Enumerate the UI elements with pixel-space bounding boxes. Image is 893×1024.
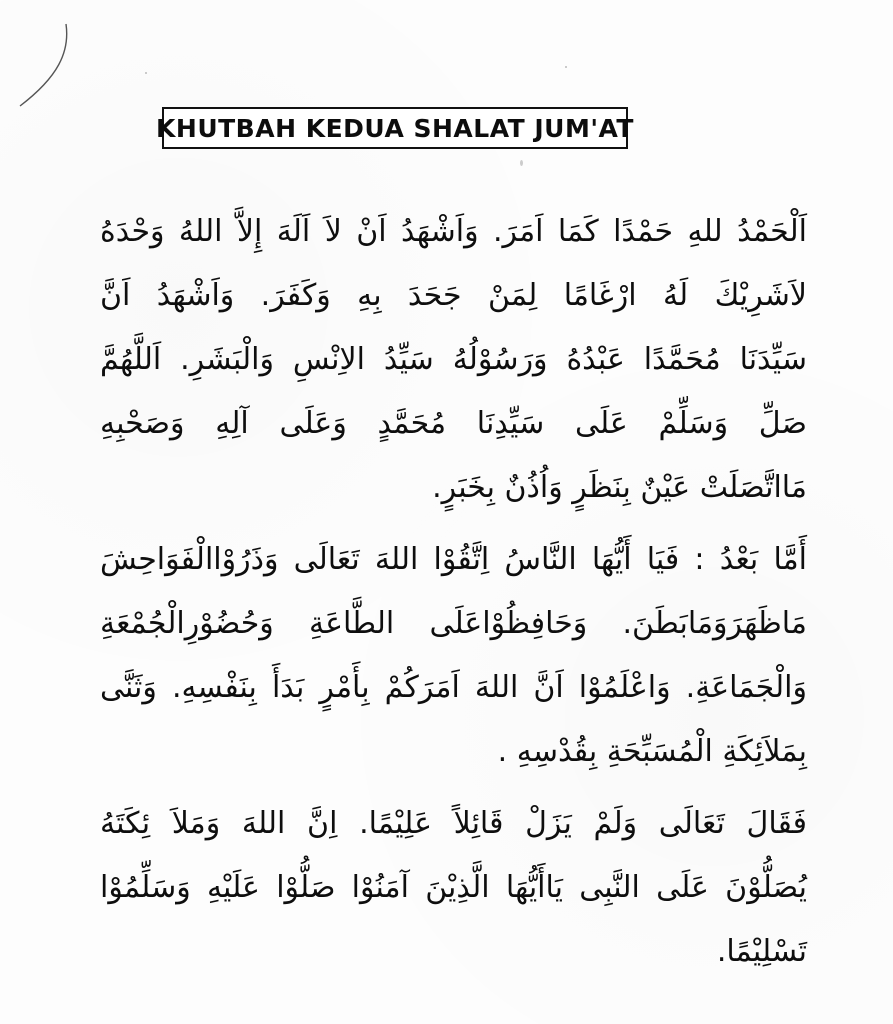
khutbah-body [100, 200, 807, 984]
text-line: اَلْحَمْدُ للهِ حَمْدًا كَمَا اَمَرَ. وَاَشْهَدُ اَنْ لاَ اَلَهَ إِلاَّ اللهُ وَحْدَهُ [100, 214, 807, 249]
text-line: أَمَّا بَعْدُ : فَيَا أَيُّهَا النَّاسُ اِتَّقُوْا اللهَ تَعَالَى وَذَرُوْاالْفَوَاحِشَ [100, 542, 807, 577]
document-title: KHUTBAH KEDUA SHALAT JUM'AT [156, 113, 634, 143]
text-line: مَااتَّصَلَتْ عَيْنٌ بِنَظَرٍ وَاُذُنٌ بِخَبَرٍ. [432, 470, 807, 505]
text-line: صَلِّ وَسَلِّمْ عَلَى سَيِّدِنَا مُحَمَّدٍ وَعَلَى آلِهِ وَصَحْبِهِ [100, 406, 807, 441]
text-line: لاَشَرِيْكَ لَهُ ارْغَامًا لِمَنْ جَحَدَ بِهِ وَكَفَرَ. وَاَشْهَدُ اَنَّ [100, 278, 807, 313]
scan-speck [520, 160, 523, 166]
text-line: تَسْلِيْمًا. [716, 934, 807, 969]
title-box [156, 107, 634, 149]
scan-speck [145, 72, 147, 74]
scan-speck [565, 66, 567, 68]
text-line: بِمَلاَئِكَةِ الْمُسَبِّحَةِ بِقُدْسِهِ . [497, 734, 807, 769]
text-line: وَالْجَمَاعَةِ. وَاعْلَمُوْا اَنَّ اللهَ اَمَرَكُمْ بِأَمْرٍ بَدَأَ بِنَفْسِهِ. وَثَنَّى [100, 670, 807, 705]
text-line: سَيِّدَنَا مُحَمَّدًا عَبْدُهُ وَرَسُوْلُهُ سَيِّدُ الاِنْسِ وَالْبَشَرِ. اَللَّهُمَّ [100, 342, 807, 377]
text-line: فَقَالَ تَعَالَى وَلَمْ يَزَلْ قَائِلاً عَلِيْمًا. اِنَّ اللهَ وَمَلاَ ئِكَتَهُ [100, 806, 807, 841]
text-line: مَاظَهَرَوَمَابَطَنَ. وَحَافِظُوْاعَلَى الطَّاعَةِ وَحُضُوْرِالْجُمْعَةِ [100, 606, 807, 641]
pen-stroke-mark [18, 22, 68, 108]
text-line: يُصَلُّوْنَ عَلَى النَّبِى يَاأَيُّهَا الَّذِيْنَ آمَنُوْا صَلُّوْا عَلَيْهِ وَسَلِّمُوْا [100, 870, 807, 905]
